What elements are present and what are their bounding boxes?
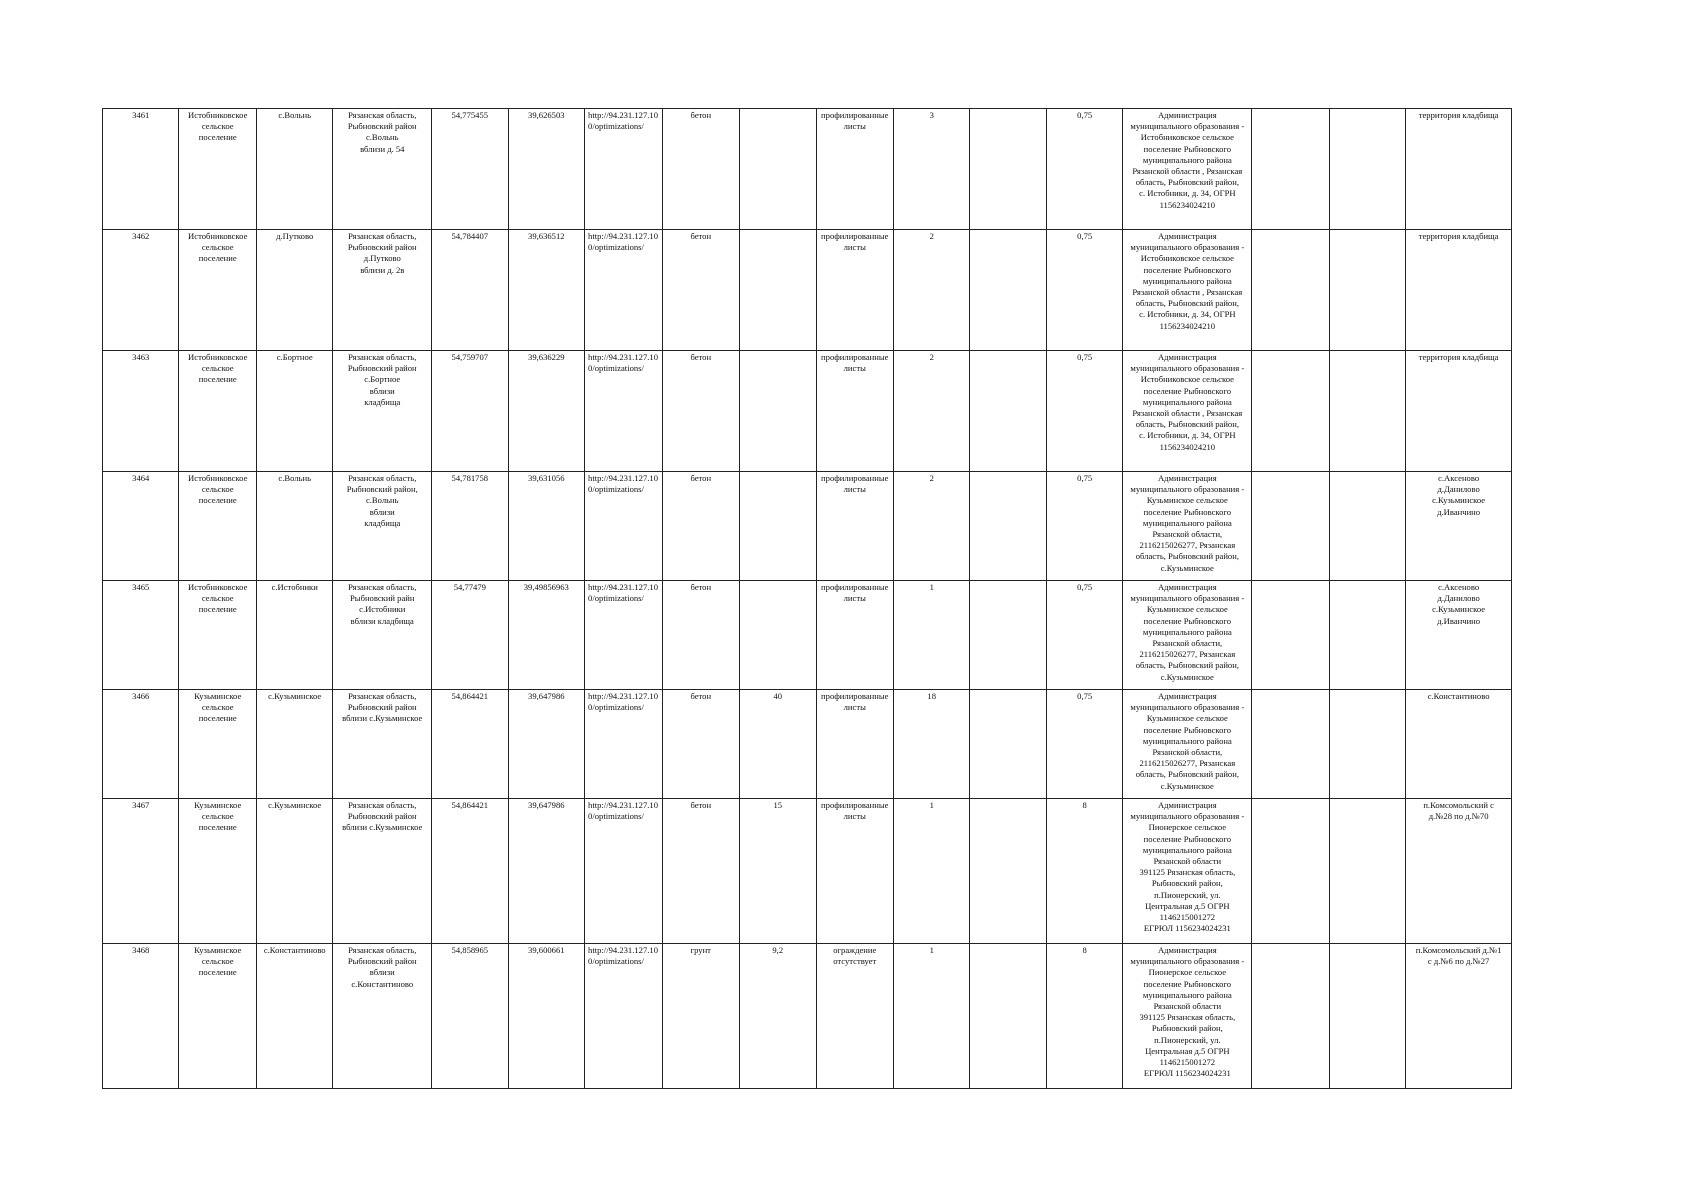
table-row (103, 944, 1512, 1089)
cell-surface: бетон (662, 690, 739, 799)
cell-fence: профилированные листы (816, 690, 893, 799)
cell-area (740, 472, 816, 581)
cell-number: 3468 (103, 944, 179, 1089)
cell-surface: бетон (662, 230, 739, 351)
cell-empty (970, 230, 1046, 351)
cell-number: 3466 (103, 690, 179, 799)
cell-empty (1252, 109, 1329, 230)
cell-empty (1252, 230, 1329, 351)
cell-served-objects: п.Комсомольский с д.№28 по д.№70 (1406, 799, 1512, 944)
cell-served-objects: с.Константиново (1406, 690, 1512, 799)
cell-fence: ограждение отсутствует (816, 944, 893, 1089)
cell-empty (970, 351, 1046, 472)
cell-empty (970, 581, 1046, 690)
cell-scheme-link: http://94.231.127.10 0/optimizations/ (585, 690, 662, 799)
cell-longitude: 39,647986 (508, 799, 584, 944)
cell-owner: Администрация муниципального образования - Кузьминское сельское поселение Рыбновского муниципального района Рязанской области, 2116215026277, Рязанская область, Рыбновский район, с.Кузьминское (1123, 472, 1252, 581)
cell-address: Рязанская область, Рыбновский райн с.Истобники вблизи кладбища (333, 581, 432, 690)
cell-served-objects: с.Аксеново д.Данилово с.Кузьминское д.Иванчино (1406, 472, 1512, 581)
table-row (103, 799, 1512, 944)
cell-volume: 0,75 (1046, 230, 1122, 351)
cell-owner: Администрация муниципального образования - Истобниковское сельское поселение Рыбновского муниципального района Рязанской области , Рязанская область, Рыбновский район, с. Истобники, д. 34, ОГРН 1156234024210 (1123, 351, 1252, 472)
cell-empty (1329, 581, 1405, 690)
cell-volume: 0,75 (1046, 109, 1122, 230)
table-body (103, 109, 1512, 1089)
cell-served-objects: территория кладбища (1406, 109, 1512, 230)
cell-longitude: 39,631056 (508, 472, 584, 581)
cell-containers: 1 (893, 799, 969, 944)
cell-empty (1252, 581, 1329, 690)
cell-surface: бетон (662, 472, 739, 581)
cell-number: 3463 (103, 351, 179, 472)
cell-locality: с.Вольнь (256, 472, 332, 581)
cell-empty (1252, 690, 1329, 799)
cell-containers: 18 (893, 690, 969, 799)
cell-settlement: Истобниковское сельское поселение (179, 351, 256, 472)
cell-scheme-link: http://94.231.127.10 0/optimizations/ (585, 581, 662, 690)
cell-surface: бетон (662, 351, 739, 472)
cell-empty (970, 690, 1046, 799)
cell-area (740, 109, 816, 230)
cell-address: Рязанская область, Рыбновский район, с.Вольнь вблизи кладбища (333, 472, 432, 581)
cell-address: Рязанская область, Рыбновский район с.Вольнь вблизи д. 54 (333, 109, 432, 230)
table-row (103, 472, 1512, 581)
cell-latitude: 54,864421 (432, 690, 508, 799)
cell-number: 3467 (103, 799, 179, 944)
cell-empty (1329, 944, 1405, 1089)
cell-settlement: Кузьминское сельское поселение (179, 944, 256, 1089)
cell-number: 3461 (103, 109, 179, 230)
cell-locality: д.Путково (256, 230, 332, 351)
cell-fence: профилированные листы (816, 472, 893, 581)
cell-longitude: 39,49856963 (508, 581, 584, 690)
cell-containers: 3 (893, 109, 969, 230)
cell-owner: Администрация муниципального образования - Пионерское сельское поселение Рыбновского муниципального района Рязанской области 391125 Рязанская область, Рыбновский район, п.Пионерский, ул. Центральная д.5 ОГРН 1146215001272 ЕГРЮЛ 1156234024231 (1123, 944, 1252, 1089)
cell-containers: 2 (893, 351, 969, 472)
cell-address: Рязанская область, Рыбновский район с.Бортное вблизи кладбища (333, 351, 432, 472)
table-row (103, 351, 1512, 472)
registry-table (102, 108, 1512, 1089)
cell-empty (970, 799, 1046, 944)
cell-locality: с.Кузьминское (256, 690, 332, 799)
cell-latitude: 54,77479 (432, 581, 508, 690)
cell-address: Рязанская область, Рыбновский район д.Путково вблизи д. 2в (333, 230, 432, 351)
cell-latitude: 54,781758 (432, 472, 508, 581)
cell-locality: с.Константиново (256, 944, 332, 1089)
cell-longitude: 39,626503 (508, 109, 584, 230)
table-row (103, 230, 1512, 351)
cell-locality: с.Кузьминское (256, 799, 332, 944)
cell-fence: профилированные листы (816, 799, 893, 944)
cell-empty (1329, 799, 1405, 944)
cell-fence: профилированные листы (816, 581, 893, 690)
cell-volume: 8 (1046, 944, 1122, 1089)
cell-empty (970, 472, 1046, 581)
cell-settlement: Кузьминское сельское поселение (179, 799, 256, 944)
cell-settlement: Истобниковское сельское поселение (179, 230, 256, 351)
cell-area: 15 (740, 799, 816, 944)
cell-served-objects: территория кладбища (1406, 351, 1512, 472)
cell-scheme-link: http://94.231.127.10 0/optimizations/ (585, 230, 662, 351)
cell-locality: с.Бортное (256, 351, 332, 472)
cell-latitude: 54,864421 (432, 799, 508, 944)
cell-address: Рязанская область, Рыбновский район вблизи с.Кузьминское (333, 799, 432, 944)
cell-owner: Администрация муниципального образования - Кузьминское сельское поселение Рыбновского муниципального района Рязанской области, 2116215026277, Рязанская область, Рыбновский район, с.Кузьминское (1123, 581, 1252, 690)
cell-volume: 0,75 (1046, 351, 1122, 472)
cell-fence: профилированные листы (816, 230, 893, 351)
cell-longitude: 39,636512 (508, 230, 584, 351)
cell-empty (1329, 472, 1405, 581)
cell-owner: Администрация муниципального образования - Кузьминское сельское поселение Рыбновского муниципального района Рязанской области, 2116215026277, Рязанская область, Рыбновский район, с.Кузьминское (1123, 690, 1252, 799)
cell-empty (1252, 472, 1329, 581)
cell-area (740, 230, 816, 351)
cell-locality: с.Истобники (256, 581, 332, 690)
cell-empty (1329, 109, 1405, 230)
cell-scheme-link: http://94.231.127.10 0/optimizations/ (585, 944, 662, 1089)
cell-empty (970, 944, 1046, 1089)
cell-number: 3465 (103, 581, 179, 690)
cell-surface: бетон (662, 581, 739, 690)
cell-area: 9,2 (740, 944, 816, 1089)
cell-longitude: 39,600661 (508, 944, 584, 1089)
cell-settlement: Кузьминское сельское поселение (179, 690, 256, 799)
cell-latitude: 54,759707 (432, 351, 508, 472)
cell-containers: 1 (893, 944, 969, 1089)
cell-empty (1252, 944, 1329, 1089)
cell-settlement: Истобниковское сельское поселение (179, 581, 256, 690)
cell-owner: Администрация муниципального образования - Истобниковское сельское поселение Рыбновского муниципального района Рязанской области , Рязанская область, Рыбновский район, с. Истобники, д. 34, ОГРН 1156234024210 (1123, 109, 1252, 230)
cell-owner: Администрация муниципального образования - Истобниковское сельское поселение Рыбновского муниципального района Рязанской области , Рязанская область, Рыбновский район, с. Истобники, д. 34, ОГРН 1156234024210 (1123, 230, 1252, 351)
cell-longitude: 39,636229 (508, 351, 584, 472)
cell-scheme-link: http://94.231.127.10 0/optimizations/ (585, 472, 662, 581)
cell-surface: бетон (662, 109, 739, 230)
cell-fence: профилированные листы (816, 351, 893, 472)
cell-containers: 2 (893, 472, 969, 581)
cell-owner: Администрация муниципального образования - Пионерское сельское поселение Рыбновского муниципального района Рязанской области 391125 Рязанская область, Рыбновский район, п.Пионерский, ул. Центральная д.5 ОГРН 1146215001272 ЕГРЮЛ 1156234024231 (1123, 799, 1252, 944)
cell-scheme-link: http://94.231.127.10 0/optimizations/ (585, 799, 662, 944)
cell-surface: грунт (662, 944, 739, 1089)
cell-longitude: 39,647986 (508, 690, 584, 799)
cell-containers: 1 (893, 581, 969, 690)
cell-settlement: Истобниковское сельское поселение (179, 472, 256, 581)
table-row (103, 581, 1512, 690)
cell-scheme-link: http://94.231.127.10 0/optimizations/ (585, 351, 662, 472)
cell-scheme-link: http://94.231.127.10 0/optimizations/ (585, 109, 662, 230)
cell-area (740, 581, 816, 690)
table-row (103, 109, 1512, 230)
cell-address: Рязанская область, Рыбновский район вблизи с.Константиново (333, 944, 432, 1089)
cell-settlement: Истобниковское сельское поселение (179, 109, 256, 230)
cell-number: 3462 (103, 230, 179, 351)
cell-containers: 2 (893, 230, 969, 351)
cell-area (740, 351, 816, 472)
cell-empty (1252, 799, 1329, 944)
cell-served-objects: с.Аксеново д.Данилово с.Кузьминское д.Иванчино (1406, 581, 1512, 690)
cell-volume: 0,75 (1046, 581, 1122, 690)
cell-volume: 8 (1046, 799, 1122, 944)
cell-latitude: 54,858965 (432, 944, 508, 1089)
cell-empty (1329, 230, 1405, 351)
cell-address: Рязанская область, Рыбновский район вблизи с.Кузьминское (333, 690, 432, 799)
cell-volume: 0,75 (1046, 690, 1122, 799)
cell-fence: профилированные листы (816, 109, 893, 230)
cell-latitude: 54,775455 (432, 109, 508, 230)
cell-served-objects: территория кладбища (1406, 230, 1512, 351)
cell-area: 40 (740, 690, 816, 799)
cell-served-objects: п.Комсомольский д.№1 с д.№6 по д.№27 (1406, 944, 1512, 1089)
cell-volume: 0,75 (1046, 472, 1122, 581)
cell-locality: с.Вольнь (256, 109, 332, 230)
cell-latitude: 54,784407 (432, 230, 508, 351)
table-row (103, 690, 1512, 799)
cell-empty (1329, 690, 1405, 799)
cell-surface: бетон (662, 799, 739, 944)
cell-empty (1329, 351, 1405, 472)
cell-number: 3464 (103, 472, 179, 581)
cell-empty (970, 109, 1046, 230)
cell-empty (1252, 351, 1329, 472)
